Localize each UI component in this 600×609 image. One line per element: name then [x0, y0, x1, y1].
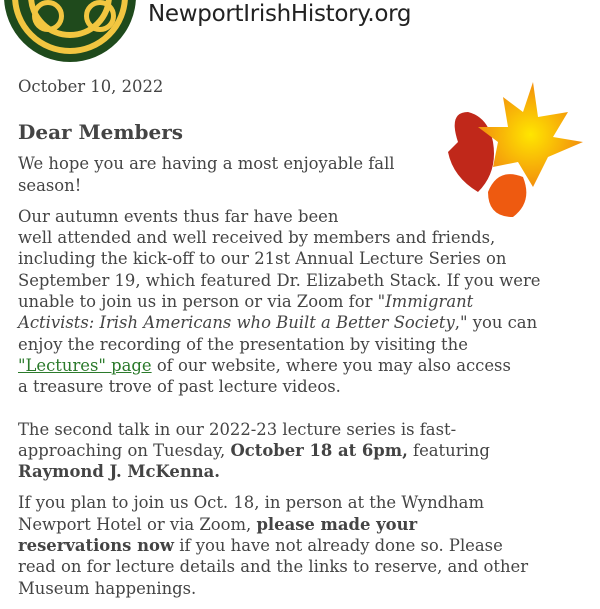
text-line: ," you can: [454, 313, 538, 333]
text-line: The second talk in our 2022-23 lecture series is fast-: [18, 419, 457, 439]
reservation-callout: reservations now: [18, 536, 175, 556]
text-line: if you have not already done so. Please: [174, 536, 503, 556]
letter-date: October 10, 2022: [18, 77, 164, 96]
site-name[interactable]: NewportIrishHistory.org: [148, 1, 412, 27]
intro-paragraph: [18, 153, 588, 196]
reservation-paragraph: [18, 492, 588, 598]
text-line: unable to join us in person or via Zoom for: [18, 292, 378, 312]
event-datetime: October 18 at 6pm,: [230, 440, 408, 460]
text-line: a treasure trove of past lecture videos.: [18, 377, 341, 397]
reservation-callout: please made your: [256, 514, 418, 534]
society-logo[interactable]: [4, 0, 136, 62]
text-line: featuring: [407, 440, 490, 460]
lecture-title: "Immigrant: [377, 292, 474, 312]
second-talk-paragraph: [18, 419, 588, 483]
text-line: Newport Hotel or via Zoom,: [18, 514, 257, 534]
events-paragraph: [18, 206, 588, 398]
letter-body: [18, 76, 588, 609]
text-line: If you plan to join us Oct. 18, in person at the Wyndham: [18, 493, 484, 513]
text-line: read on for lecture details and the links to reserve, and other: [18, 557, 529, 577]
text-line: enjoy the recording of the presentation by visiting the: [18, 334, 468, 354]
greeting-heading: Dear Members: [18, 120, 184, 145]
text-line: Our autumn events thus far have been: [18, 206, 339, 226]
text-line: season!: [18, 175, 82, 195]
lecture-title: Activists: Irish Americans who Built a Better Society: [18, 313, 455, 333]
text-line: Museum happenings.: [18, 578, 197, 598]
speaker-name: Raymond J. McKenna.: [18, 462, 220, 482]
text-line: approaching on Tuesday,: [18, 440, 231, 460]
text-line: of our website, where you may also access: [151, 355, 511, 375]
text-line: well attended and well received by members and friends,: [18, 228, 496, 248]
lectures-page-link[interactable]: "Lectures" page: [18, 355, 152, 375]
text-line: September 19, which featured Dr. Elizabeth Stack. If you were: [18, 270, 541, 290]
text-line: including the kick-off to our 21st Annual Lecture Series on: [18, 249, 507, 269]
header: [0, 0, 600, 58]
text-line: We hope you are having a most enjoyable fall: [18, 154, 395, 174]
